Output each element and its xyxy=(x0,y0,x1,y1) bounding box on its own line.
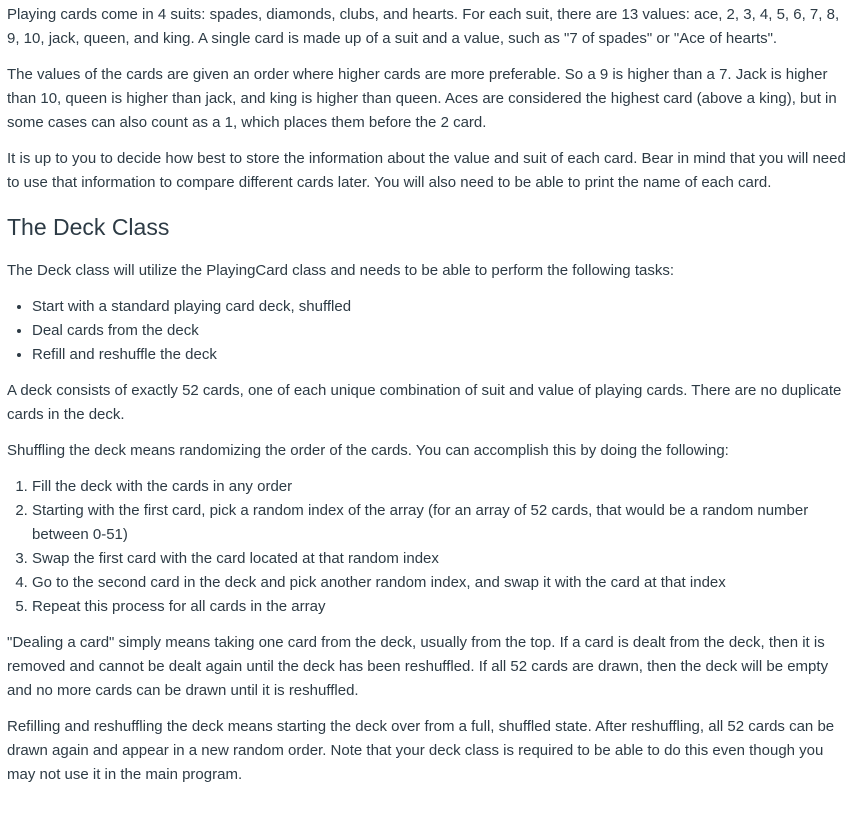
section-heading-deck-class: The Deck Class xyxy=(7,214,170,240)
dealing-paragraph: "Dealing a card" simply means taking one card from the deck, usually from the top. If a card is dealt from the deck, then it is removed and cannot be dealt again until the deck has been reshuffled. If all 52 cards are drawn, then the deck will be empty and no more cards can be drawn until it is reshuffled. xyxy=(7,634,829,699)
list-item: • Refill and reshuffle the deck xyxy=(32,343,847,367)
list-item: 5. Repeat this process for all cards in the array xyxy=(32,595,847,619)
list-item: 2. Starting with the first card, pick a random index of the array (for an array of 52 cards, that would be a random number between 0-51) xyxy=(32,499,847,547)
list-item: 3. Swap the first card with the card located at that random index xyxy=(32,547,847,571)
deck-description: A deck consists of exactly 52 cards, one of each unique combination of suit and value of playing cards. There are no duplicate cards in the deck. xyxy=(7,382,842,423)
shuffle-intro: Shuffling the deck means randomizing the order of the cards. You can accomplish this by doing the following: xyxy=(7,442,729,459)
deck-tasks-list xyxy=(7,295,847,367)
assignment-content xyxy=(0,3,865,787)
intro-paragraph-order: The values of the cards are given an order where higher cards are more preferable. So a 9 is higher than a 7. Jack is higher than 10, queen is higher than jack, and king is higher than queen. Aces are considered the highest card (above a king), but in some cases can also count as a 1, which places them before the 2 card. xyxy=(7,66,837,131)
intro-paragraph-suits: Playing cards come in 4 suits: spades, diamonds, clubs, and hearts. For each suit, there are 13 values: ace, 2, 3, 4, 5, 6, 7, 8, 9, 10, jack, queen, and king. A single card is made up of a suit and a value, such as "7 of spades" or "Ace of hearts". xyxy=(7,6,840,47)
list-item: • Start with a standard playing card deck, shuffled xyxy=(32,295,847,319)
list-item: • Deal cards from the deck xyxy=(32,319,847,343)
intro-paragraph-storage: It is up to you to decide how best to store the information about the value and suit of each card. Bear in mind that you will need to use that information to compare different cards later. You will also need to be able to print the name of each card. xyxy=(7,150,846,191)
shuffle-steps-list xyxy=(7,475,847,619)
list-item: 4. Go to the second card in the deck and pick another random index, and swap it with the card at that index xyxy=(32,571,847,595)
list-item: 1. Fill the deck with the cards in any order xyxy=(32,475,847,499)
deck-class-intro: The Deck class will utilize the PlayingCard class and needs to be able to perform the following tasks: xyxy=(7,262,674,279)
refilling-paragraph: Refilling and reshuffling the deck means starting the deck over from a full, shuffled state. After reshuffling, all 52 cards can be drawn again and appear in a new random order. Note that your deck class is required to be able to do this even though you may not use it in the main program. xyxy=(7,718,835,783)
